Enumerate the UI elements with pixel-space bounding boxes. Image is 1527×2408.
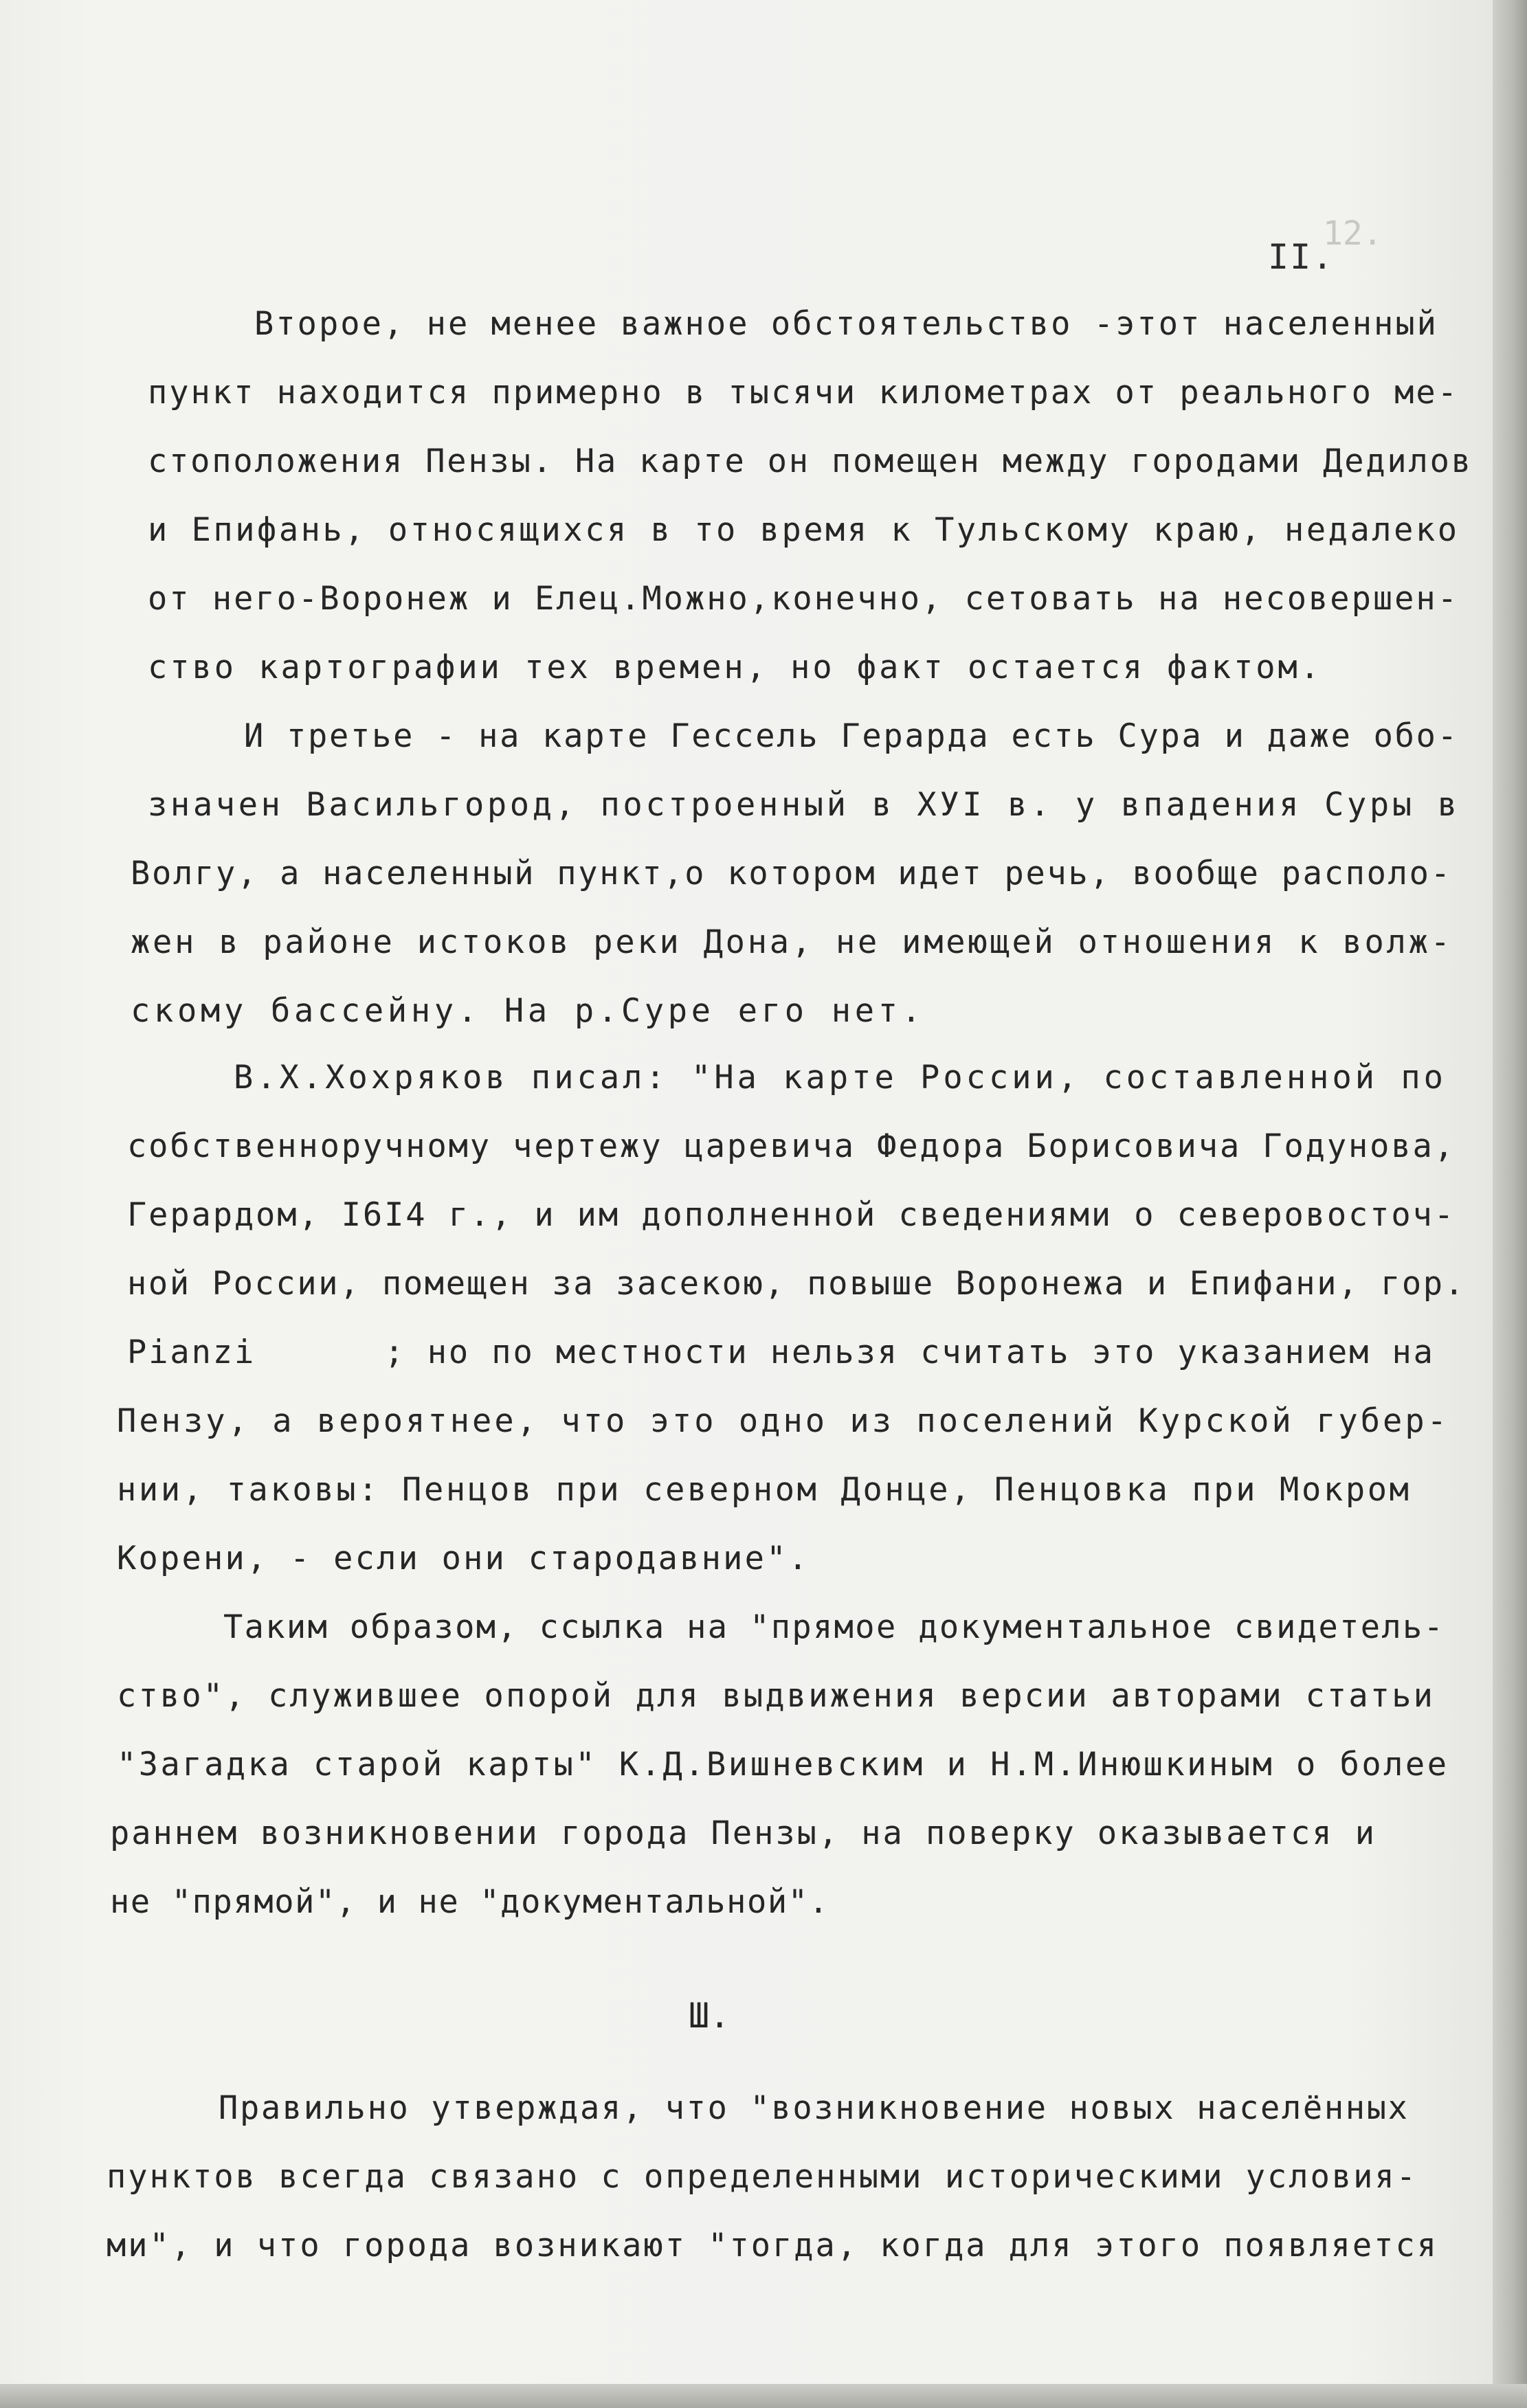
text-line-8: значен Васильгород, построенный в ХУI в. у впадения Суры в (148, 786, 1460, 824)
text-line-25: Правильно утверждая, что "возникновение новых населённых (219, 2089, 1409, 2127)
text-line-24: не "прямой", и не "документальной". (110, 1883, 829, 1921)
text-line-27: ми", и что города возникают "тогда, когда для этого появляется (107, 2227, 1438, 2264)
page-edge-bottom (0, 2384, 1527, 2408)
text-line-22: "Загадка старой карты" К.Д.Вишневским и Н.М.Инюшкиным о более (117, 1746, 1449, 1784)
text-line-21: ство", служившее опорой для выдвижения версии авторами статьи (117, 1677, 1436, 1715)
text-line-5: от него-Воронеж и Елец.Можно,конечно, сетовать на несовершен- (148, 580, 1459, 618)
text-line-15: ной России, помещен за засекою, повыше Воронежа и Епифани, гор. (127, 1265, 1466, 1303)
text-line-6: ство картографии тех времен, но факт остается фактом. (148, 649, 1322, 686)
text-line-9: Волгу, а населенный пункт,о котором идет речь, вообще располо- (131, 855, 1452, 892)
text-line-23: раннем возникновении города Пензы, на поверку оказывается и (110, 1814, 1376, 1852)
text-line-16: Pianzi ; но по местности нельзя считать это указанием на (127, 1334, 1435, 1371)
page-edge-right (1493, 0, 1527, 2408)
ghost-page-number: 12. (1323, 214, 1383, 253)
text-line-11: скому бассейну. На р.Суре его нет. (131, 992, 925, 1030)
text-line-10: жен в районе истоков реки Дона, не имеющей отношения к волж- (131, 923, 1453, 961)
text-line-2: пункт находится примерно в тысячи километрах от реального ме- (148, 374, 1459, 412)
text-line-26: пунктов всегда связано с определенными историческими условия- (107, 2158, 1418, 2196)
text-line-20: Таким образом, ссылка на "прямое документальное свидетель- (223, 1608, 1445, 1646)
text-line-7: И третье - на карте Гессель Герарда есть Сура и даже обо- (244, 717, 1459, 755)
text-line-18: нии, таковы: Пенцов при северном Донце, Пенцовка при Мокром (117, 1471, 1412, 1509)
text-line-4: и Епифань, относящихся в то время к Тульскому краю, недалеко (148, 511, 1460, 549)
section-number: Ш. (689, 1996, 731, 2036)
text-line-3: стоположения Пензы. На карте он помещен между городами Дедилов (148, 442, 1473, 480)
text-line-14: Герардом, I6I4 г., и им дополненной сведениями о северовосточ- (127, 1196, 1456, 1234)
text-line-12: В.Х.Хохряков писал: "На карте России, составленной по (234, 1059, 1447, 1096)
text-line-13: собственноручному чертежу царевича Федора Борисовича Годунова, (127, 1127, 1456, 1165)
text-line-17: Пензу, а вероятнее, что это одно из поселений Курской губер- (117, 1402, 1449, 1440)
text-line-19: Корени, - если они стародавние". (117, 1540, 810, 1577)
text-line-1: Второе, не менее важное обстоятельство -этот населенный (254, 305, 1439, 343)
page-number: II. (1268, 237, 1335, 277)
